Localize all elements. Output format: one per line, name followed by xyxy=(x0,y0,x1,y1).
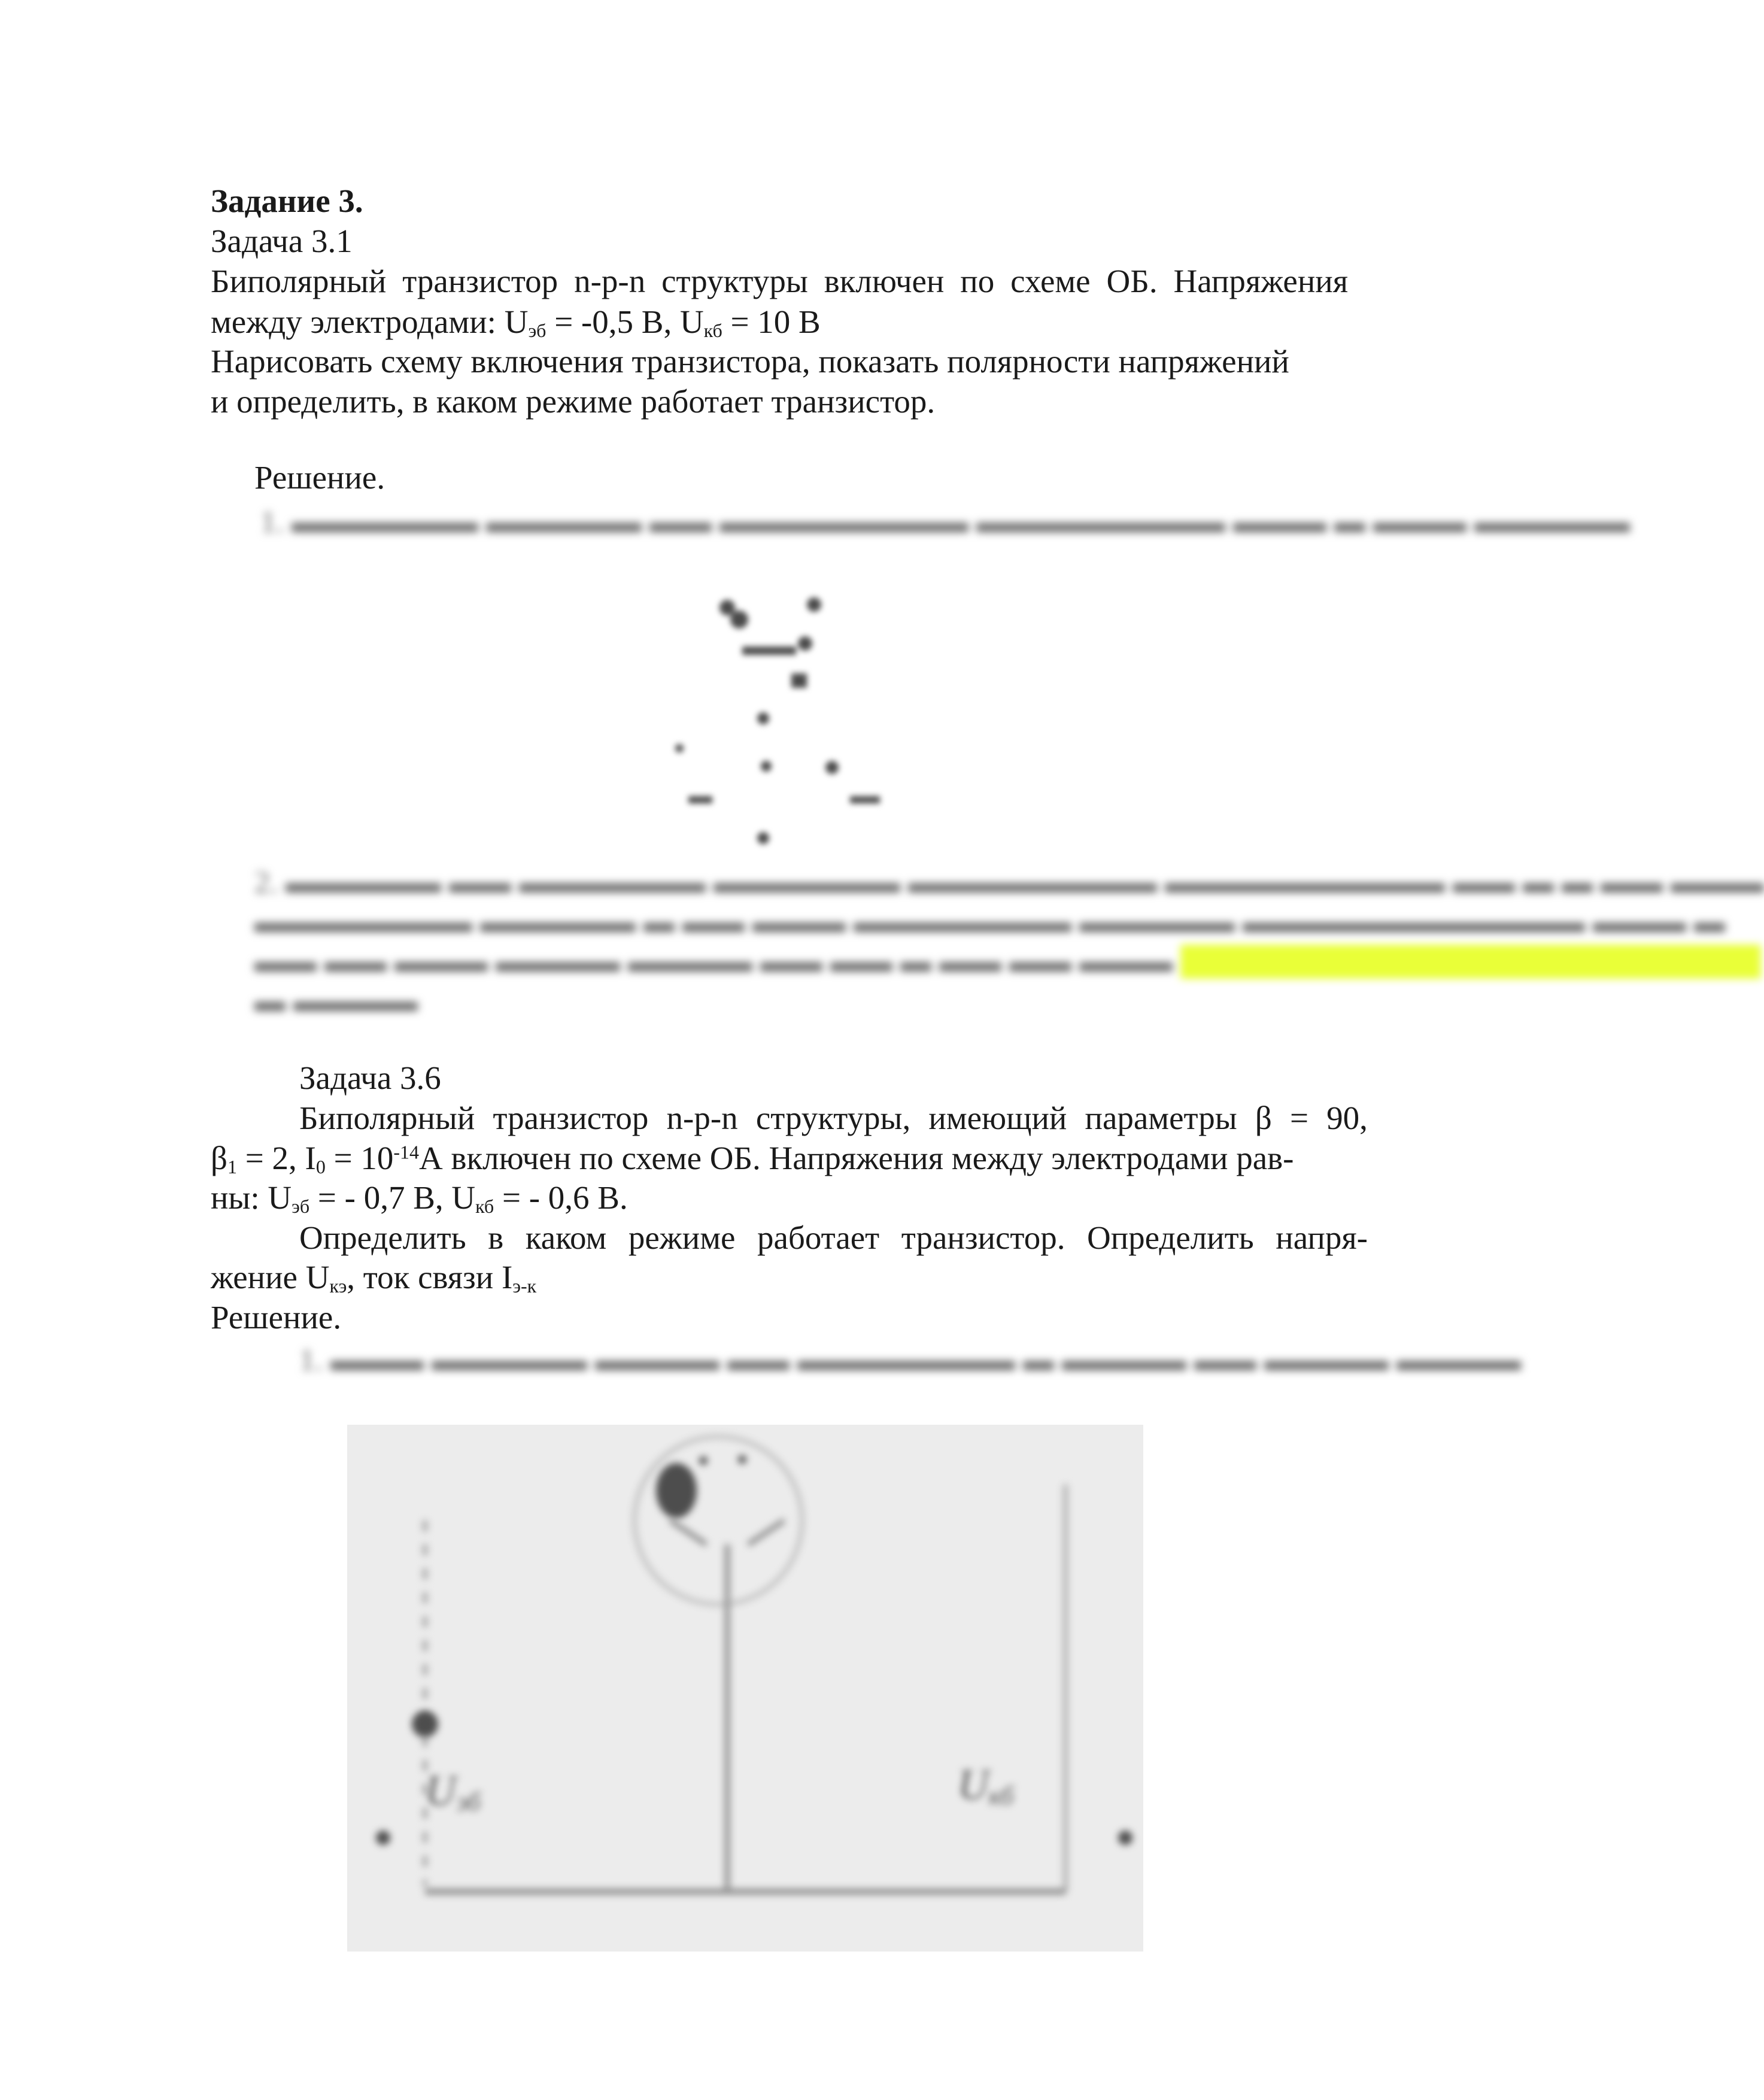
label-ueb-letter: U xyxy=(425,1767,456,1814)
task2-line1-word: транзистор xyxy=(493,1100,649,1136)
task2-line1-word: n-p-n xyxy=(666,1100,738,1136)
task1-line1-word: структуры xyxy=(661,263,808,299)
task2-title: Задача 3.6 xyxy=(299,1060,441,1096)
task2-line4-word: Определить xyxy=(1087,1219,1254,1256)
value-kb: = - 0,6 В. xyxy=(494,1179,628,1216)
task2-line4-word: работает xyxy=(757,1219,880,1256)
task1-line1-word: ОБ. xyxy=(1106,263,1158,299)
i0-exponent: -14 xyxy=(393,1141,420,1163)
task2-line1-word: параметры xyxy=(1085,1100,1237,1136)
blurred-solution-step2-line: ▬▬▬▬▬▬▬ ▬▬▬▬▬ ▬ ▬▬ ▬▬▬ ▬▬▬▬▬▬▬ ▬▬▬▬▬ ▬▬▬▬▬▬▬▬▬▬▬ ▬▬▬ ▬ xyxy=(254,905,1725,939)
sub-ek: э-к xyxy=(512,1275,537,1297)
task2-line4-word: каком xyxy=(525,1219,607,1256)
task1-title: Задача 3.1 xyxy=(211,223,353,259)
task1-line3: Нарисовать схему включения транзистора, показать полярности напряжений xyxy=(211,343,1289,380)
line5-mid: , ток связи I xyxy=(347,1259,513,1295)
beta1-value: = 2, I xyxy=(236,1140,316,1176)
task2-solution-label: Решение. xyxy=(211,1299,342,1336)
task1-line1-word: транзистор xyxy=(402,263,558,299)
i0-value: = 10 xyxy=(325,1140,394,1176)
label-ukb-sub: кб xyxy=(989,1781,1014,1811)
sub-kb: кб xyxy=(703,320,722,342)
blurred-solution-step2-line: ▬ ▬▬▬▬ xyxy=(254,984,418,1018)
task1-line1-word: по xyxy=(960,263,995,299)
task2-parameters xyxy=(211,1139,1294,1178)
sub-eb: эб xyxy=(292,1195,310,1218)
task2-line4-word: транзистор. xyxy=(901,1219,1065,1256)
blurred-solution-step2-line: 2. ▬▬▬▬▬ ▬▬ ▬▬▬▬▬▬ ▬▬▬▬▬▬ ▬▬▬▬▬▬▬▬ ▬▬▬▬▬▬▬▬▬ ▬▬ ▬ ▬ ▬▬ ▬▬▬ xyxy=(254,866,1764,900)
label-ukb xyxy=(958,1760,1014,1810)
task1-line1-word: Биполярный xyxy=(211,263,387,299)
assignment-heading: Задание 3. xyxy=(211,183,363,219)
task2-line1-word: = xyxy=(1289,1100,1308,1136)
task1-line1-word: включен xyxy=(824,263,945,299)
task1-voltages xyxy=(211,302,821,342)
task2-line4-word: режиме xyxy=(628,1219,736,1256)
task2-line1-word: β xyxy=(1255,1100,1272,1136)
task1-line1-word: Напряжения xyxy=(1173,263,1348,299)
task2-line4-word: напря- xyxy=(1276,1219,1368,1256)
task1-line1-word: схеме xyxy=(1010,263,1091,299)
label-ueb xyxy=(425,1766,481,1816)
beta1-symbol: β xyxy=(211,1140,227,1176)
value-eb: = -0,5 В, U xyxy=(546,304,704,340)
sub-eb: эб xyxy=(528,320,546,342)
task2-line5 xyxy=(211,1258,536,1297)
task2-line4-word: Определить xyxy=(299,1219,466,1256)
task2-line1-word: структуры, xyxy=(755,1100,911,1136)
sub-ke: кэ xyxy=(329,1275,347,1297)
task2-line1-word: 90, xyxy=(1326,1100,1368,1136)
value-kb: = 10 В xyxy=(722,304,821,340)
task1-line1-word: n-p-n xyxy=(574,263,646,299)
task2-line1-word: Биполярный xyxy=(299,1100,475,1136)
task1-solution-label: Решение. xyxy=(254,459,385,496)
beta1-sub: 1 xyxy=(227,1156,237,1178)
blurred-solution-step2-line: ▬▬ ▬▬ ▬▬▬ ▬▬▬▬ ▬▬▬▬ ▬▬ ▬▬ ▬ ▬▬ ▬▬ ▬▬▬ ▬▬▬▬▬▬▬▬ ▬▬▬▬▬ ▬▬▬▬▬ xyxy=(254,942,1761,982)
label-ueb-sub: эб xyxy=(456,1787,481,1817)
label-ukb-letter: U xyxy=(958,1761,989,1808)
task1-line4: и определить, в каком режиме работает транзистор. xyxy=(211,383,936,420)
blurred-solution-step1: 1. ▬▬▬▬▬▬ ▬▬▬▬▬ ▬▬ ▬▬▬▬▬▬▬▬ ▬▬▬▬▬▬▬▬ ▬▬▬ ▬ ▬▬▬ ▬▬▬▬▬ xyxy=(260,505,1630,539)
task2-line4-word: в xyxy=(488,1219,504,1256)
task2-line4 xyxy=(299,1218,1368,1258)
circuit-wires xyxy=(347,1425,1143,1952)
voltage-prefix: между электродами: U xyxy=(211,304,529,340)
task2-line1-word: имеющий xyxy=(928,1100,1067,1136)
transistor-sketch xyxy=(658,557,922,856)
sub-kb: кб xyxy=(475,1195,494,1218)
voltage-prefix: ны: U xyxy=(211,1179,292,1216)
task1-line1 xyxy=(211,262,1348,301)
blurred-solution-step1: 1. ▬▬▬ ▬▬▬▬▬ ▬▬▬▬ ▬▬ ▬▬▬▬▬▬▬ ▬ ▬▬▬▬ ▬▬ ▬▬▬▬ ▬▬▬▬ xyxy=(299,1343,1521,1377)
yellow-highlight: ▬▬▬▬▬▬▬▬ ▬▬▬▬▬ ▬▬▬▬▬ xyxy=(1180,945,1761,979)
task2-line2-rest: А включен по схеме ОБ. Напряжения между электродами рав- xyxy=(419,1140,1294,1176)
line5-prefix: жение U xyxy=(211,1259,330,1295)
task2-line1 xyxy=(299,1098,1368,1138)
value-eb: = - 0,7 В, U xyxy=(309,1179,476,1216)
i0-sub: 0 xyxy=(315,1156,326,1178)
task2-voltages xyxy=(211,1178,628,1218)
circuit-diagram xyxy=(347,1425,1143,1952)
